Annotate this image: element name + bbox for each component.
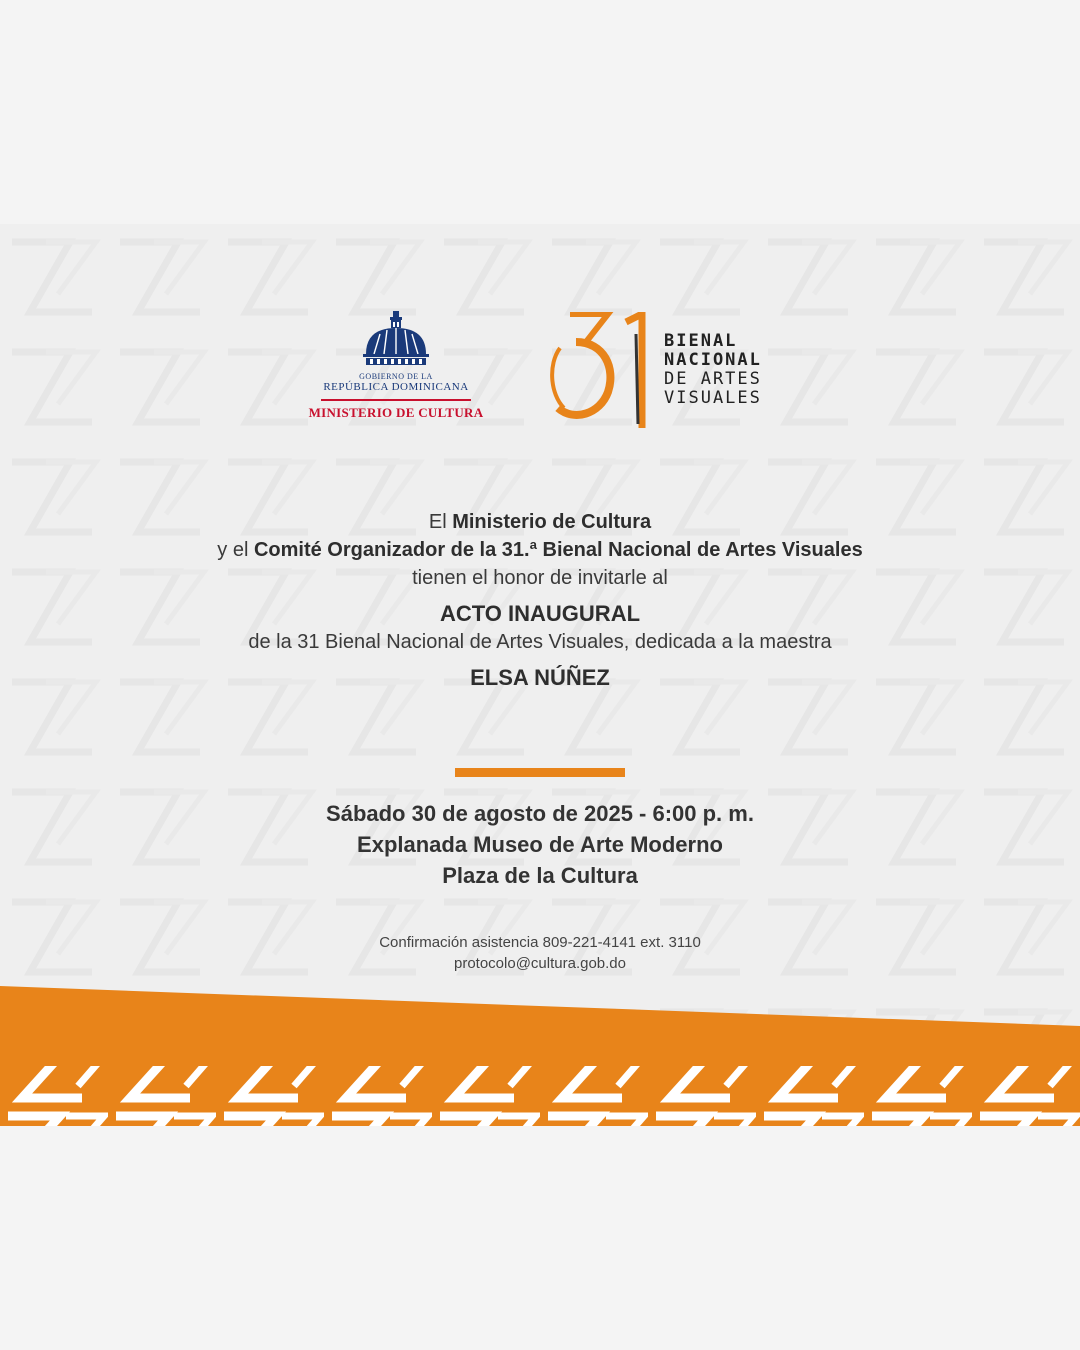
invitation-card: [0, 224, 1080, 1126]
honoree-name: ELSA NÚÑEZ: [470, 665, 610, 690]
event-venue: Explanada Museo de Arte Moderno: [357, 832, 723, 857]
rsvp-contact: [0, 932, 1080, 974]
host-ministry: Ministerio de Cultura: [452, 511, 652, 533]
invite-line-1: [0, 508, 1080, 536]
gov-line-2: REPÚBLICA DOMINICANA: [323, 381, 469, 393]
invite-line-3: tienen el honor de invitarle al: [412, 567, 668, 589]
bienal-wordmark: [664, 332, 762, 408]
ministry-name: MINISTERIO DE CULTURA: [308, 405, 484, 420]
event-date-time: Sábado 30 de agosto de 2025 - 6:00 p. m.: [326, 801, 754, 826]
event-title: ACTO INAUGURAL: [439, 601, 641, 626]
rsvp-email: protocolo@cultura.gob.do: [453, 955, 626, 972]
invite-line-2: [0, 536, 1080, 564]
rsvp-phone: Confirmación asistencia 809-221-4141 ext. 3110: [379, 934, 701, 951]
government-logo: [300, 310, 492, 430]
event-subtitle: de la 31 Bienal Nacional de Artes Visuales, dedicada a la maestra: [248, 631, 832, 653]
bienal-logo: [546, 312, 786, 432]
invitation-text: [0, 508, 1080, 692]
bienal-line-3: DE ARTES: [664, 369, 762, 389]
orange-pattern-band: [0, 986, 1080, 1126]
bienal-line-4: VISUALES: [664, 388, 762, 408]
line-1-prefix: El: [428, 511, 453, 533]
gov-divider: [321, 399, 471, 401]
bienal-line-1: BIENAL: [664, 331, 738, 351]
accent-divider: [455, 768, 625, 777]
event-details: [0, 798, 1080, 891]
dome-icon: [360, 310, 432, 370]
event-place: Plaza de la Cultura: [442, 863, 638, 888]
gov-line-1: GOBIERNO DE LA: [359, 372, 433, 381]
host-committee: Comité Organizador de la 31.ª Bienal Nacional de Artes Visuales: [253, 539, 863, 561]
bienal-line-2: NACIONAL: [664, 350, 762, 370]
bienal-31-mark: [546, 312, 666, 432]
line-2-prefix: y el: [217, 539, 254, 561]
